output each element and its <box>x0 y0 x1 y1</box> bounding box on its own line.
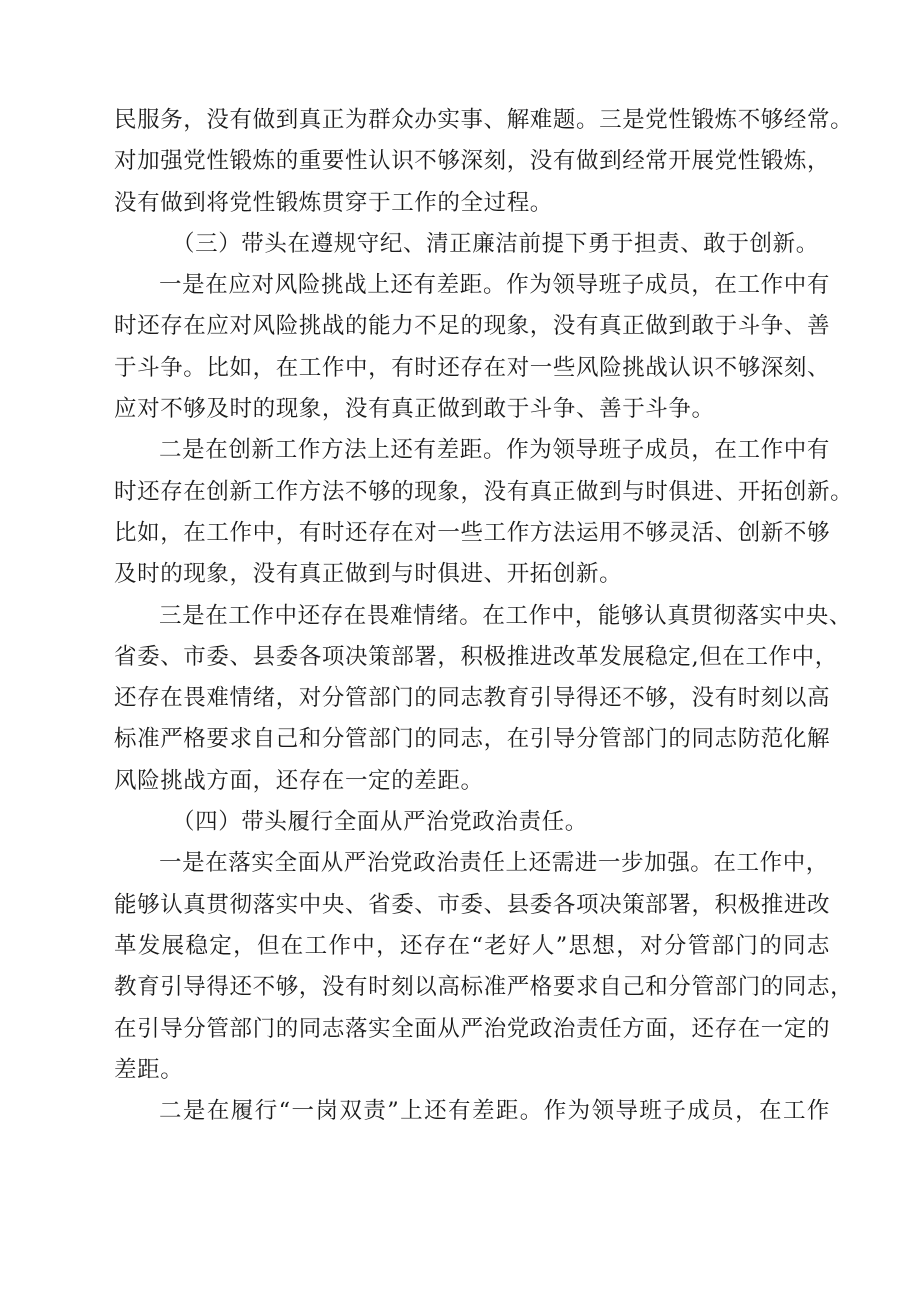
text-line: 及时的现象，没有真正做到与时俱进、开拓创新。 <box>114 561 623 588</box>
section-heading: （三）带头在遵规守纪、清正廉洁前提下勇于担责、敢于创新。 <box>172 230 819 257</box>
text-line: 时还存在创新工作方法不够的现象，没有真正做到与时俱进、开拓创新。 <box>114 478 854 505</box>
text-line: 对加强党性锻炼的重要性认识不够深刻，没有做到经常开展党性锻炼， <box>114 148 831 175</box>
text-line: 革发展稳定，但在工作中，还存在“老好人”思想，对分管部门的同志 <box>114 932 830 959</box>
text-line: 标准严格要求自己和分管部门的同志，在引导分管部门的同志防范化解 <box>114 726 831 753</box>
text-line: 时还存在应对风险挑战的能力不足的现象，没有真正做到敢于斗争、善 <box>114 313 831 340</box>
text-line: 民服务，没有做到真正为群众办实事、解难题。三是党性锻炼不够经常。 <box>114 107 854 133</box>
paragraph-first-line: 二是在履行“一岗双责”上还有差距。作为领导班子成员，在工作 <box>159 1098 830 1125</box>
text-line: 应对不够及时的现象，没有真正做到敢于斗争、善于斗争。 <box>114 396 715 423</box>
text-line: 差距。 <box>114 1056 184 1083</box>
paragraph-first-line: 二是在创新工作方法上还有差距。作为领导班子成员，在工作中有 <box>159 437 830 464</box>
text-line: 教育引导得还不够，没有时刻以高标准严格要求自己和分管部门的同志， <box>114 974 854 1001</box>
section-heading: （四）带头履行全面从严治党政治责任。 <box>172 809 588 836</box>
text-line: 在引导分管部门的同志落实全面从严治党政治责任方面，还存在一定的 <box>114 1015 831 1042</box>
text-line: 没有做到将党性锻炼贯穿于工作的全过程。 <box>114 189 553 216</box>
paragraph-first-line: 一是在落实全面从严治党政治责任上还需进一步加强。在工作中， <box>159 850 829 877</box>
text-line: 于斗争。比如，在工作中，有时还存在对一些风险挑战认识不够深刻、 <box>114 354 831 381</box>
paragraph-first-line: 一是在应对风险挑战上还有差距。作为领导班子成员，在工作中有 <box>159 272 830 299</box>
text-line: 还存在畏难情绪，对分管部门的同志教育引导得还不够，没有时刻以高 <box>114 685 831 712</box>
document-body <box>114 100 854 1132</box>
paragraph-first-line: 三是在工作中还存在畏难情绪。在工作中，能够认真贯彻落实中央、 <box>159 602 853 629</box>
text-line: 比如，在工作中，有时还存在对一些工作方法运用不够灵活、创新不够 <box>114 519 831 546</box>
text-line: 能够认真贯彻落实中央、省委、市委、县委各项决策部署，积极推进改 <box>114 891 831 918</box>
text-line: 省委、市委、县委各项决策部署，积极推进改革发展稳定,但在工作中， <box>114 643 838 670</box>
text-line: 风险挑战方面，还存在一定的差距。 <box>114 767 484 794</box>
